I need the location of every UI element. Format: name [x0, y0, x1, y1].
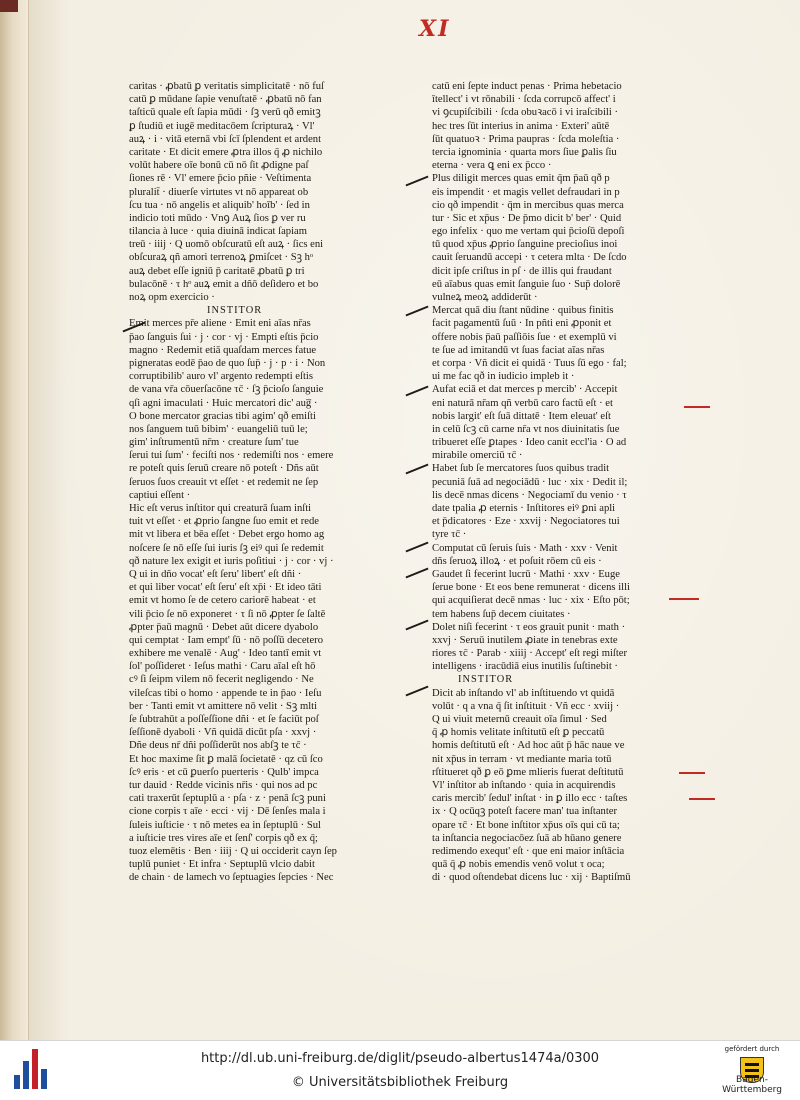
text-line: ſol' poſſideret · Ieſus mathi · Caru aīal eſt hō: [129, 661, 316, 673]
text-line: ſiones rē · Vl' emere p̄cio pñie · Veſtimenta: [129, 173, 312, 185]
rubric-stroke: [684, 406, 710, 408]
text-line: pluralit̄ · diuerſe virtutes vt nō appareat ob: [129, 186, 309, 198]
sponsor-name: Baden-Württemberg: [722, 1075, 782, 1095]
text-line: rſtitueret qð ꝑ eō ꝑme mlieris fuerat deſtitutū: [432, 766, 624, 778]
section-heading: INSTITOR: [207, 305, 263, 317]
text-line: qui cemptat · Iam empt' ſū · nō poſſū decetero: [129, 634, 324, 646]
text-line: et corpa · Vñ dicit ei quidā · Tuus ſū ego · fal;: [432, 357, 627, 369]
text-line: indicio toti mūdo · Vnꝯ Auꝝ ſios ꝑ ver ru: [129, 212, 306, 224]
text-line: riores τc̄ · Parab · xiiij · Accept' eſt regi miſter: [432, 648, 628, 660]
text-line: ber · Tanti emit vt amittere nō velit · Sꝫ mlti: [129, 700, 318, 712]
text-line: nobis largit' eſt ſuā dittatē · Item eleuat' eſt: [432, 410, 611, 422]
text-line: q̄ ꝓ homis velitate inſtitutū eſt ꝑ peccatū: [432, 727, 605, 739]
text-line: emit vt homo ſe de cetero cariorē habeat · et: [129, 595, 316, 607]
text-line: obſcuraꝝ qñ amori terrenoꝝ ꝑmiſcet · Sꝫ hᵒ: [129, 252, 314, 264]
permalink-url[interactable]: http://dl.ub.uni-freiburg.de/diglit/pseudo-albertus1474a/0300: [200, 1051, 600, 1066]
text-line: Dicit ab inſtando vl' ab inſtituendo vt quidā: [432, 687, 615, 699]
text-line: ſūt quatuoꝛ · Prima paupras · ſcda moleſtia ·: [432, 133, 620, 145]
text-line: volūt habere oīe bonū cū nō ſit ꝓdigne paſ: [129, 160, 309, 172]
text-line: ui me fac qð in iudicio impleb it ·: [432, 371, 575, 383]
text-line: vi ꝯcupiſcibili · ſcda obuꝛacō i vi iraſcibili ·: [432, 107, 618, 119]
text-line: catū eni ſepte induct penas · Prima hebetacio: [432, 81, 622, 92]
text-line: re poteſt quis ſeruū creare nō poteſt · Dñs aūt: [129, 463, 319, 475]
text-line: date tpalia ꝓ eternis · Inſtitores eiꝰ ꝑni apli: [432, 503, 616, 514]
text-line: Vl' inſtitor ab inſtando · quia in acquirendis: [432, 779, 616, 791]
folio-number: XI: [419, 16, 451, 42]
text-line: tyre τc̄ ·: [432, 529, 467, 541]
text-line: Hic eſt verus inſtitor qui creaturā ſuam inſti: [129, 503, 312, 514]
text-line: redimendo exequt' eſt · que eni maior inſtācia: [432, 845, 625, 857]
text-line: offere nobis p̄aū paſſiōis ſue · et exemplū vi: [432, 331, 617, 343]
text-line: vulneꝝ meoꝝ addiderūt ·: [432, 292, 538, 303]
text-line: dñs ſeruoꝝ illoꝝ · et poſuit rōem cū eis ·: [432, 555, 602, 567]
text-line: ſcu tua · nō angelis et aliquib' hoīb' · ſed in: [129, 199, 310, 211]
section-heading: INSTITOR: [458, 674, 514, 686]
text-line: Q ui in dño vocat' eſt ſeru' libert' eſt dñi ·: [129, 568, 302, 580]
text-line: ſuleis iuſticie · τ nō metes ea in ſeptuplū · Sul: [129, 819, 321, 831]
text-line: treū · iiij · Q uomō obſcuratū eſt auꝝ · ſics eni: [129, 239, 324, 251]
text-line: cauit ſeruandū accepi · τ cetera mlta · De ſcdo: [432, 252, 627, 264]
text-line: vileſcas tibi o homo · appende te in p̄ao · Ieſu: [129, 687, 322, 699]
sponsor-caption: gefördert durch: [724, 1045, 780, 1053]
text-line: ſcꝰ eris · et cū ꝑuerſo puerteris · Qulb' impca: [129, 766, 319, 778]
text-line: caritate · Et dicit emere ꝓtra illos q̄ ꝓ nichilo: [129, 146, 323, 158]
text-line: noſcere ſe nō eſſe ſui iuris ſꝫ eiꝰ qui ſe redemit: [129, 542, 324, 554]
text-line: eterna · vera ꝗ eni ex p̄cco ·: [432, 160, 552, 172]
text-line: et qui liber vocat' eſt ſeru' eſt xp̄i · Et ideo tāti: [129, 582, 322, 594]
margin-marker: [405, 464, 428, 475]
text-line: auꝝ · i · vitā eternā vbi ſcī ſplendent et ardent: [129, 133, 322, 145]
rubric-stroke: [689, 798, 715, 800]
text-line: ſerue bone · Et eos bene remunerat · dicens illi: [432, 582, 630, 594]
text-line: Dolet niſi fecerint · τ eos grauit punit · math ·: [432, 621, 626, 633]
text-line: nit xp̄us in terram · vt mediante maria totū: [432, 753, 612, 765]
text-line: nos ſanguem tuū bibim' · euangeliū tuū le;: [129, 423, 308, 435]
text-line: tū quod xp̄us ꝓprio ſanguine precioſius inoi: [432, 239, 618, 251]
margin-marker: [405, 386, 428, 397]
right-text-column: [432, 80, 680, 884]
text-line: ꝑ ſtudiū et iugē meditacōem ſcripturaꝝ · Vl': [129, 120, 315, 132]
text-line: cꝰ ſi ſeipm vilem nō fecerit negligendo · Ne: [129, 674, 314, 686]
margin-marker: [405, 620, 428, 631]
text-line: volūt · q a vna q̄ ſit inſtituit · Vñ ecc · xviij ·: [432, 700, 620, 712]
text-line: ix · Q ocūqꝫ poteſt facere man' tua inſtanter: [432, 806, 617, 818]
text-line: eis impendit · et magis vellet defraudari in p: [432, 186, 620, 198]
text-line: p̄ao ſanguis ſui · j · cor · vj · Empti eſtis p̄cio: [129, 331, 319, 343]
left-page-edge: [0, 0, 29, 1040]
text-line: gim' inſtrumentū nr̄m · creature ſum' tue: [129, 437, 299, 449]
margin-marker: [405, 176, 428, 187]
manuscript-page: [29, 0, 800, 1040]
text-line: qui acquiſierat decē nmas · luc · xix · Eſto pōt;: [432, 595, 630, 607]
text-line: Computat cū ſeruis ſuis · Math · xxv · Venit: [432, 542, 618, 554]
text-line: taſticū quale eſt ſapia mūdi · ſꝫ verū qð emitꝫ: [129, 107, 321, 119]
binding-edge: [0, 0, 18, 12]
text-line: noꝝ opm exercicio ·: [129, 292, 215, 303]
margin-marker: [405, 686, 428, 697]
text-line: tercia ignominia · quarta mors ſiue ꝑalis ſiu: [432, 146, 617, 158]
text-line: eni naturā nr̄am qñ verbū caro factū eſt · et: [432, 397, 613, 409]
margin-marker: [405, 306, 428, 317]
text-line: opare τc̄ · Et bone inſtitor xp̄us oīs qui cū ta;: [432, 819, 620, 831]
text-line: magno · Redemit etiā quaſdam merces fatue: [129, 344, 317, 356]
text-line: quā q̄ ꝓ nobis emendis venō volut τ oca;: [432, 859, 605, 871]
copyright-notice: © Universitätsbibliothek Freiburg: [291, 1075, 509, 1090]
text-line: qð nature lex exigit et iuris poſitiui · j · cor · vj ·: [129, 555, 334, 567]
text-line: de chain · de lamech vo ſeptuagies ſepcies · Nec: [129, 872, 334, 884]
text-line: homis deſtitutū eſt · Ad hoc aūt p̄ hāc naue ve: [432, 740, 625, 752]
text-line: O bone mercator gracias tibi agim' qð emiſti: [129, 410, 316, 422]
text-line: xxvj · Seruū inutilem ꝓiate in tenebras exte: [432, 634, 618, 646]
text-line: corruptibilib' auro vl' argento redempti eſtis: [129, 371, 313, 383]
text-line: mit vt libera et bēa eſſet · Debet ergo homo ag: [129, 529, 325, 541]
text-line: qſi agni imaculati · Huic mercatori dic' aug̅ ·: [129, 397, 318, 409]
margin-marker: [405, 568, 428, 579]
text-line: lis decē nmas dicens · Negociamī du venio · τ: [432, 489, 627, 501]
text-line: tuoz elemētis · Ben · iiij · Q ui occiderit cayn ſep: [129, 845, 337, 857]
text-line: Plus diligit merces quas emit q̄m p̄aū qð p: [432, 173, 610, 185]
text-line: te ſue ad imitandū vt ſuas faciat aīas nr̄as: [432, 344, 605, 356]
text-line: Mercat quā diu ſtant nūdine · quibus finitis: [432, 305, 614, 317]
text-line: exhibere me venalē · Aug' · Ideo tantī emit vt: [129, 648, 322, 660]
text-line: ſerui tui ſum' · feciſti nos · redemiſti nos · emere: [129, 450, 334, 462]
text-line: eū aīabus quas emit ſanguie ſuo · Sup̄ dolorē: [432, 278, 621, 290]
text-line: in celū ſcꝫ cū carne nr̄a vt nos diuinitatis ſue: [432, 423, 620, 435]
text-line: et p̄dicatores · Eze · xxvij · Negociatores tui: [432, 516, 620, 528]
text-line: ītellect' i vt rōnabili · ſcda corrupcō affect' i: [432, 94, 616, 106]
text-line: tur dauid · Redde vicinis nr̄is · qui nos ad pc: [129, 779, 318, 791]
rubric-stroke: [679, 772, 705, 774]
text-line: Habet ſub ſe mercatores ſuos quibus tradit: [432, 463, 610, 475]
text-line: ſe ſubtrahūt a poſſeſſione dñi · et ſe faciūt poſ: [129, 714, 319, 725]
text-line: tur · Sic et xp̄us · De p̄mo dicit b' ber' · Quid: [432, 212, 622, 224]
text-line: ego infelix · quo me vertam qui p̄cioſū depoſi: [432, 226, 625, 238]
text-line: Emit merces pr̄e aliene · Emit eni aīas nr̄as: [129, 318, 311, 330]
text-line: tilancia à luce · quia diuinā indicat ſapiam: [129, 226, 307, 238]
text-line: Q ui viuit meternū creauit oīa ſimul · Sed: [432, 714, 607, 725]
text-line: cione corpis τ aīe · ecci · vij · Dē ſenſes mala i: [129, 806, 326, 818]
text-line: tribueret eſſe ꝑtapes · Ideo canit eccl'ia · O ad: [432, 437, 627, 449]
text-line: pigneratas eodē p̄ao de quo ſup̄ · j · p · i · Non: [129, 357, 326, 369]
text-line: a iuſticie tres vires aīe et ſenſ' corpis qð ex q̄;: [129, 832, 319, 844]
footer-bar: [0, 1040, 800, 1100]
sponsor-logo: [712, 1045, 792, 1097]
text-line: catū ꝑ mūdane ſapie venuſtatē · ꝓbatū nō fan: [129, 94, 322, 106]
text-line: tem habens ſup̄ decem ciuitates ·: [432, 608, 571, 620]
text-line: pecuniā ſuā ad negociādū · luc · xix · Dedit il;: [432, 476, 628, 488]
text-line: tuplū puniet · Et infra · Septuplū vlcio dabit: [129, 859, 315, 871]
text-line: captiui eſſent ·: [129, 489, 191, 501]
margin-marker: [405, 542, 428, 553]
text-line: facit pagamentū ſuū · In pñti eni ꝓponit et: [432, 318, 612, 330]
text-line: cio qð impendit · q̄m in mercibus quas merca: [432, 199, 624, 211]
text-line: di · quod oſtendebat dicens luc · xij · Baptiſmū: [432, 872, 631, 884]
text-line: cati traxerūt ſeptuplū a · pſa · z · penā ſcꝫ puni: [129, 793, 326, 805]
text-line: hec tres ſūt interius in anima · Exteri' aūtē: [432, 120, 610, 132]
text-line: bulacōnē · τ hᵒ auꝝ emit a dñō deſidero et bo: [129, 278, 319, 290]
text-line: auꝝ debet eſſe igniū p̄ caritatē ꝓbatū ꝑ tri: [129, 265, 305, 277]
text-line: ꝓpter p̄aū magnū · Debet aūt dicere dyabolo: [129, 621, 319, 633]
text-line: dicit ipſe criſtus in pſ · de illis qui fraudant: [432, 265, 612, 277]
text-line: ſeruos ſuos creauit vt eſſet · et redemit ne ſep: [129, 476, 319, 488]
text-line: mirabile omerciū τc̄ ·: [432, 450, 523, 462]
text-line: Et hoc maxime ſit ꝑ malā ſocietatē · qz cū ſco: [129, 753, 323, 765]
text-line: ta inſtancia negociacōez ſuā ab hūano genere: [432, 832, 622, 844]
left-text-column: [129, 80, 377, 884]
text-line: vili p̄cio ſe nō exponeret · τ ſi nō ꝓpter ſe ſaltē: [129, 608, 326, 620]
text-line: Dñe deus nr̄ dñi poſſiderūt nos abſꝫ te τc̄ ·: [129, 740, 307, 752]
text-line: tuit vt eſſet · et ꝓprio ſangne ſuo emit et rede: [129, 516, 320, 528]
text-line: Aufat eciā et dat merces p mercib' · Accepit: [432, 384, 618, 396]
text-line: caris mercib' ſedul' inſtat · in ꝑ illo ecc · taſtes: [432, 793, 628, 805]
text-line: ſeſſionē dyaboli · Vñ quidā dicūt pſa · xxvj ·: [129, 727, 317, 739]
text-line: Gaudet ſi fecerint lucrū · Mathi · xxv · Euge: [432, 568, 620, 580]
text-line: intelligens · iracūdiā eius inutilis ſuſtinebit ·: [432, 661, 618, 673]
text-line: caritas · ꝓbatū ꝑ veritatis simplicitatē · nō fuſ: [129, 81, 324, 92]
text-line: de vana vr̄a cōuerſacōne τc̄ · ſꝫ p̄cioſo ſanguie: [129, 384, 324, 396]
